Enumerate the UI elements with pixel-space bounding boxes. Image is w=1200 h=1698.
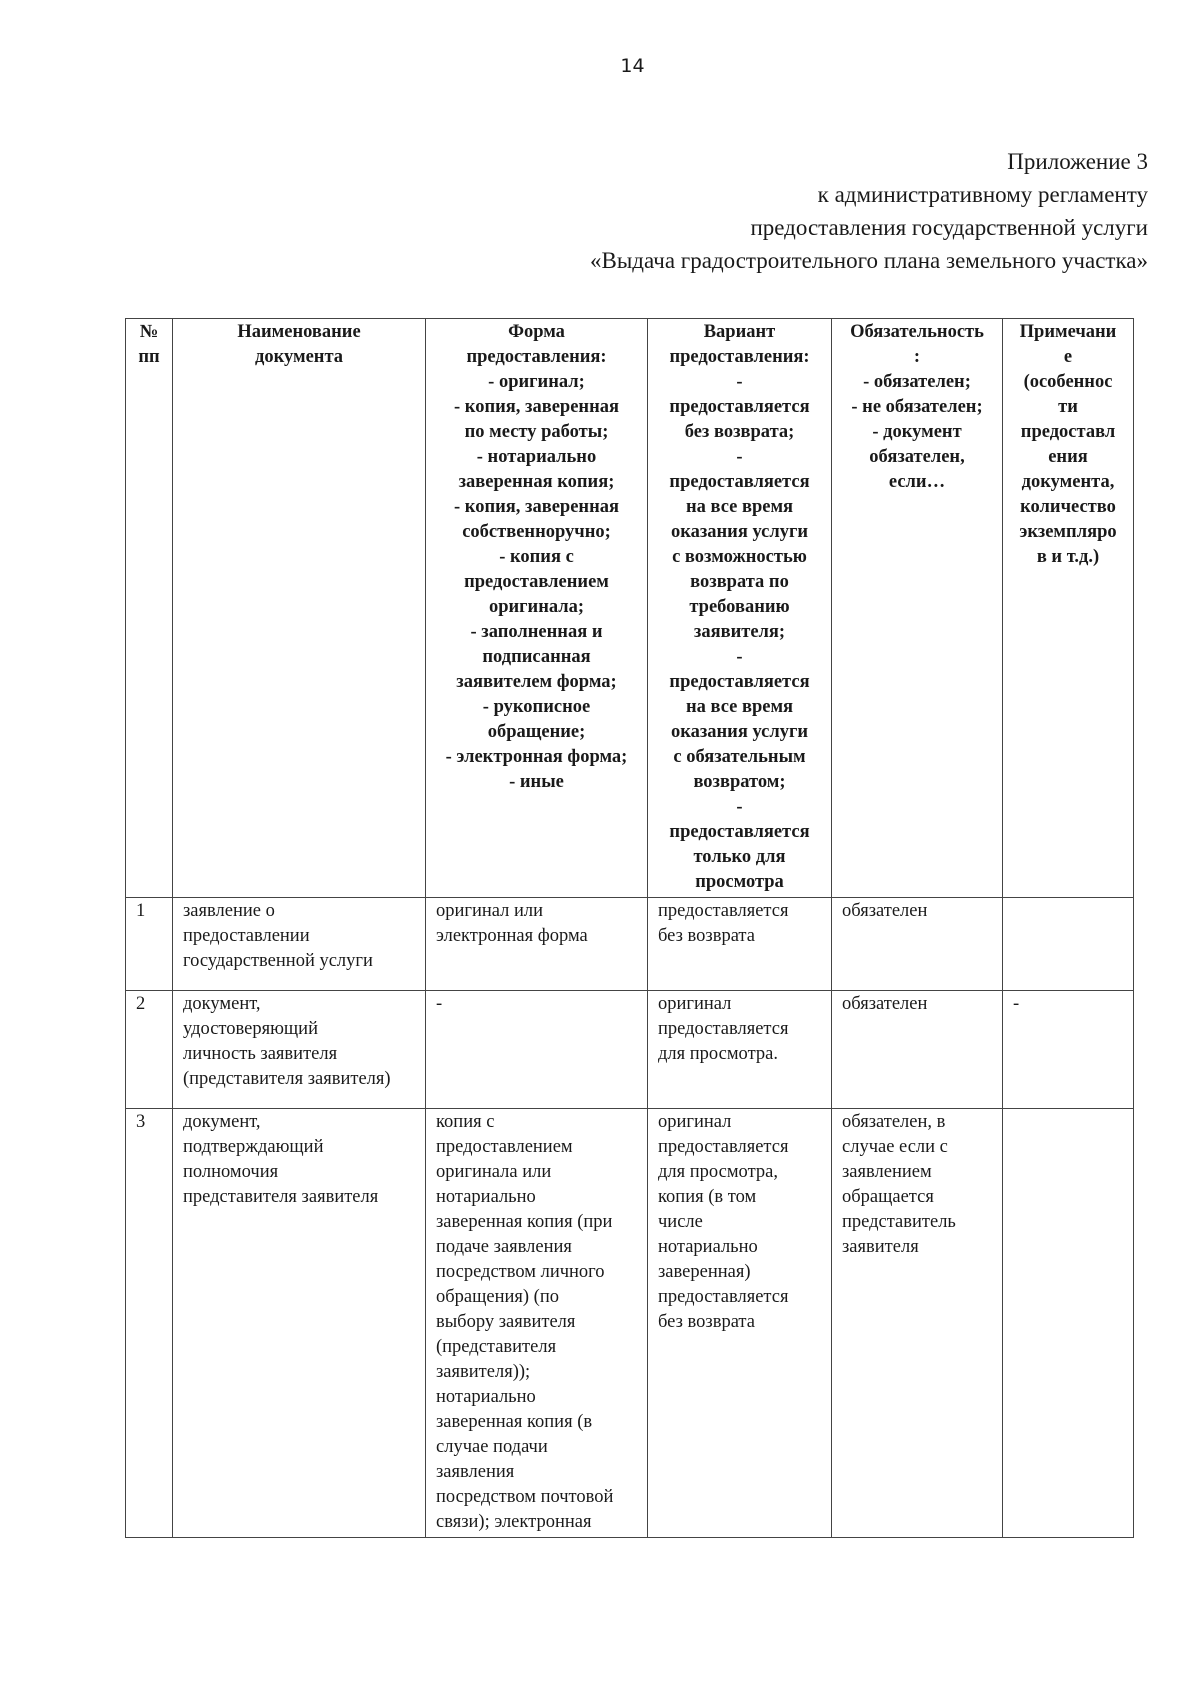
- cell-text-line: обязателен, в: [842, 1112, 946, 1132]
- header-number: [126, 319, 173, 898]
- cell-text-line: оригинала или: [436, 1162, 552, 1182]
- cell-text-line: только для: [693, 847, 786, 867]
- table-row: [126, 898, 1134, 991]
- row-number: 3: [126, 1109, 173, 1538]
- cell-text-line: -: [736, 647, 743, 667]
- cell-text-line: документ,: [183, 994, 261, 1014]
- cell-text-line: - копия, заверенная: [454, 397, 619, 417]
- documents-table: [125, 318, 1134, 1538]
- cell-text-line: ти: [1058, 397, 1078, 417]
- cell-text-line: нотариально: [658, 1237, 758, 1257]
- cell-text-line: предоставляется: [658, 1019, 789, 1039]
- cell-text-line: нотариально: [436, 1187, 536, 1207]
- cell-text-line: -: [436, 994, 443, 1014]
- cell-text-line: пп: [138, 347, 160, 367]
- page-number: 14: [620, 55, 645, 77]
- cell-text-line: оказания услуги: [670, 722, 809, 742]
- cell-text-line: собственноручно;: [462, 522, 611, 542]
- row-variant: [648, 1109, 832, 1538]
- cell-text-line: числе: [658, 1212, 703, 1232]
- cell-text-line: - копия, заверенная: [454, 497, 619, 517]
- cell-text-line: заявителя));: [436, 1362, 531, 1382]
- cell-text-line: - иные: [509, 772, 564, 792]
- cell-text-line: для просмотра,: [658, 1162, 778, 1182]
- cell-text-line: заявление о: [183, 901, 275, 921]
- cell-text-line: посредством почтовой: [436, 1487, 614, 1507]
- cell-text-line: обращения) (по: [436, 1287, 559, 1307]
- cell-text-line: заверенная копия (в: [436, 1412, 593, 1432]
- cell-text-line: обращение;: [487, 722, 586, 742]
- cell-text-line: - не обязателен;: [851, 397, 983, 417]
- cell-text-line: электронная форма: [436, 926, 588, 946]
- cell-text-line: государственной услуги: [183, 951, 373, 971]
- cell-text-line: случае если с: [842, 1137, 948, 1157]
- header-form: [426, 319, 648, 898]
- cell-text-line: на все время: [685, 497, 794, 517]
- cell-text-line: предоставляется: [669, 672, 810, 692]
- cell-text-line: е: [1063, 347, 1073, 367]
- header-note: [1003, 319, 1134, 898]
- cell-text-line: предоставляется: [669, 472, 810, 492]
- appendix-heading: [590, 145, 1148, 277]
- cell-text-line: заверенная копия;: [458, 472, 615, 492]
- cell-text-line: №: [139, 322, 159, 342]
- row-number: 2: [126, 991, 173, 1109]
- cell-text-line: в и т.д.): [1036, 547, 1100, 567]
- cell-text-line: с обязательным: [673, 747, 806, 767]
- cell-text-line: личность заявителя: [183, 1044, 338, 1064]
- row-document-name: [173, 991, 426, 1109]
- cell-text-line: подтверждающий: [183, 1137, 324, 1157]
- cell-text-line: (представителя: [436, 1337, 557, 1357]
- cell-text-line: предоставлением: [464, 572, 609, 592]
- table-row: [126, 991, 1134, 1109]
- cell-text-line: Наименование: [237, 322, 361, 342]
- cell-text-line: просмотра: [695, 872, 784, 892]
- cell-text-line: обязателен: [842, 994, 928, 1014]
- cell-text-line: - нотариально: [476, 447, 597, 467]
- cell-text-line: Форма: [508, 322, 565, 342]
- cell-text-line: возвратом;: [693, 772, 786, 792]
- row-form: [426, 1109, 648, 1538]
- cell-text-line: подаче заявления: [436, 1237, 572, 1257]
- cell-text-line: без возврата: [658, 1312, 755, 1332]
- cell-text-line: Обязательность: [850, 322, 984, 342]
- cell-text-line: предоставлением: [436, 1137, 573, 1157]
- cell-text-line: -: [1013, 994, 1020, 1014]
- cell-text-line: :: [913, 347, 921, 367]
- cell-text-line: подписанная: [482, 647, 591, 667]
- cell-text-line: документ,: [183, 1112, 261, 1132]
- cell-text-line: с возможностью: [672, 547, 807, 567]
- cell-text-line: копия с: [436, 1112, 495, 1132]
- cell-text-line: - заполненная и: [470, 622, 603, 642]
- cell-text-line: количество: [1020, 497, 1116, 517]
- cell-text-line: предоставляется: [658, 1287, 789, 1307]
- cell-text-line: (представителя заявителя): [183, 1069, 391, 1089]
- cell-text-line: Вариант: [703, 322, 776, 342]
- cell-text-line: - документ: [872, 422, 962, 442]
- cell-text-line: обязателен,: [869, 447, 965, 467]
- cell-text-line: -: [736, 447, 743, 467]
- cell-text-line: документа: [254, 347, 344, 367]
- cell-text-line: предоставлении: [183, 926, 310, 946]
- cell-text-line: предоставл: [1020, 422, 1116, 442]
- cell-text-line: заявителя;: [693, 622, 786, 642]
- cell-text-line: требованию: [689, 597, 790, 617]
- appendix-line: Приложение 3: [1007, 149, 1148, 174]
- cell-text-line: -: [736, 372, 743, 392]
- cell-text-line: заявлением: [842, 1162, 932, 1182]
- cell-text-line: оригинала;: [488, 597, 585, 617]
- appendix-line: предоставления государственной услуги: [750, 215, 1148, 240]
- cell-text-line: предоставляется: [669, 822, 810, 842]
- cell-text-line: заверенная): [658, 1262, 751, 1282]
- appendix-line: «Выдача градостроительного плана земельного участка»: [590, 248, 1148, 273]
- row-note: [1003, 898, 1134, 991]
- cell-text-line: если…: [888, 472, 946, 492]
- cell-text-line: предоставления:: [466, 347, 607, 367]
- cell-text-line: - копия с: [499, 547, 574, 567]
- cell-text-line: на все время: [685, 697, 794, 717]
- cell-text-line: связи); электронная: [436, 1512, 592, 1532]
- row-note: [1003, 991, 1134, 1109]
- cell-text-line: предоставляется: [658, 1137, 789, 1157]
- cell-text-line: заверенная копия (при: [436, 1212, 613, 1232]
- cell-text-line: копия (в том: [658, 1187, 757, 1207]
- cell-text-line: предоставления:: [669, 347, 810, 367]
- cell-text-line: ения: [1048, 447, 1088, 467]
- cell-text-line: представителя заявителя: [183, 1187, 379, 1207]
- cell-text-line: обращается: [842, 1187, 934, 1207]
- appendix-line: к административному регламенту: [817, 182, 1148, 207]
- cell-text-line: обязателен: [842, 901, 928, 921]
- cell-text-line: предоставляется: [669, 397, 810, 417]
- row-obligation: [832, 1109, 1003, 1538]
- cell-text-line: без возврата: [658, 926, 755, 946]
- header-document-name: [173, 319, 426, 898]
- cell-text-line: (особеннос: [1023, 372, 1113, 392]
- table-header-row: [126, 319, 1134, 898]
- cell-text-line: случае подачи: [436, 1437, 548, 1457]
- cell-text-line: полномочия: [183, 1162, 279, 1182]
- cell-text-line: без возврата;: [684, 422, 795, 442]
- row-number: 1: [126, 898, 173, 991]
- cell-text-line: - обязателен;: [863, 372, 971, 392]
- cell-text-line: для просмотра.: [658, 1044, 778, 1064]
- cell-text-line: посредством личного: [436, 1262, 605, 1282]
- cell-text-line: - электронная форма;: [445, 747, 628, 767]
- row-obligation: [832, 991, 1003, 1109]
- cell-text-line: Примечани: [1019, 322, 1117, 342]
- cell-text-line: экземпляро: [1019, 522, 1117, 542]
- cell-text-line: оказания услуги: [670, 522, 809, 542]
- cell-text-line: по месту работы;: [464, 422, 609, 442]
- row-document-name: [173, 898, 426, 991]
- cell-text-line: - оригинал;: [488, 372, 585, 392]
- cell-text-line: удостоверяющий: [183, 1019, 318, 1039]
- row-note: [1003, 1109, 1134, 1538]
- cell-text-line: предоставляется: [658, 901, 789, 921]
- header-obligation: [832, 319, 1003, 898]
- row-form: [426, 898, 648, 991]
- cell-text-line: нотариально: [436, 1387, 536, 1407]
- cell-text-line: заявителем форма;: [456, 672, 617, 692]
- row-obligation: [832, 898, 1003, 991]
- cell-text-line: оригинал или: [436, 901, 544, 921]
- cell-text-line: заявителя: [842, 1237, 919, 1257]
- cell-text-line: оригинал: [658, 1112, 732, 1132]
- cell-text-line: возврата по: [690, 572, 789, 592]
- cell-text-line: -: [736, 797, 743, 817]
- cell-text-line: заявления: [436, 1462, 515, 1482]
- row-form: [426, 991, 648, 1109]
- row-variant: [648, 898, 832, 991]
- cell-text-line: выбору заявителя: [436, 1312, 576, 1332]
- header-variant: [648, 319, 832, 898]
- table-row: [126, 1109, 1134, 1538]
- row-variant: [648, 991, 832, 1109]
- cell-text-line: представитель: [842, 1212, 956, 1232]
- row-document-name: [173, 1109, 426, 1538]
- cell-text-line: документа,: [1021, 472, 1115, 492]
- cell-text-line: - рукописное: [482, 697, 591, 717]
- cell-text-line: оригинал: [658, 994, 732, 1014]
